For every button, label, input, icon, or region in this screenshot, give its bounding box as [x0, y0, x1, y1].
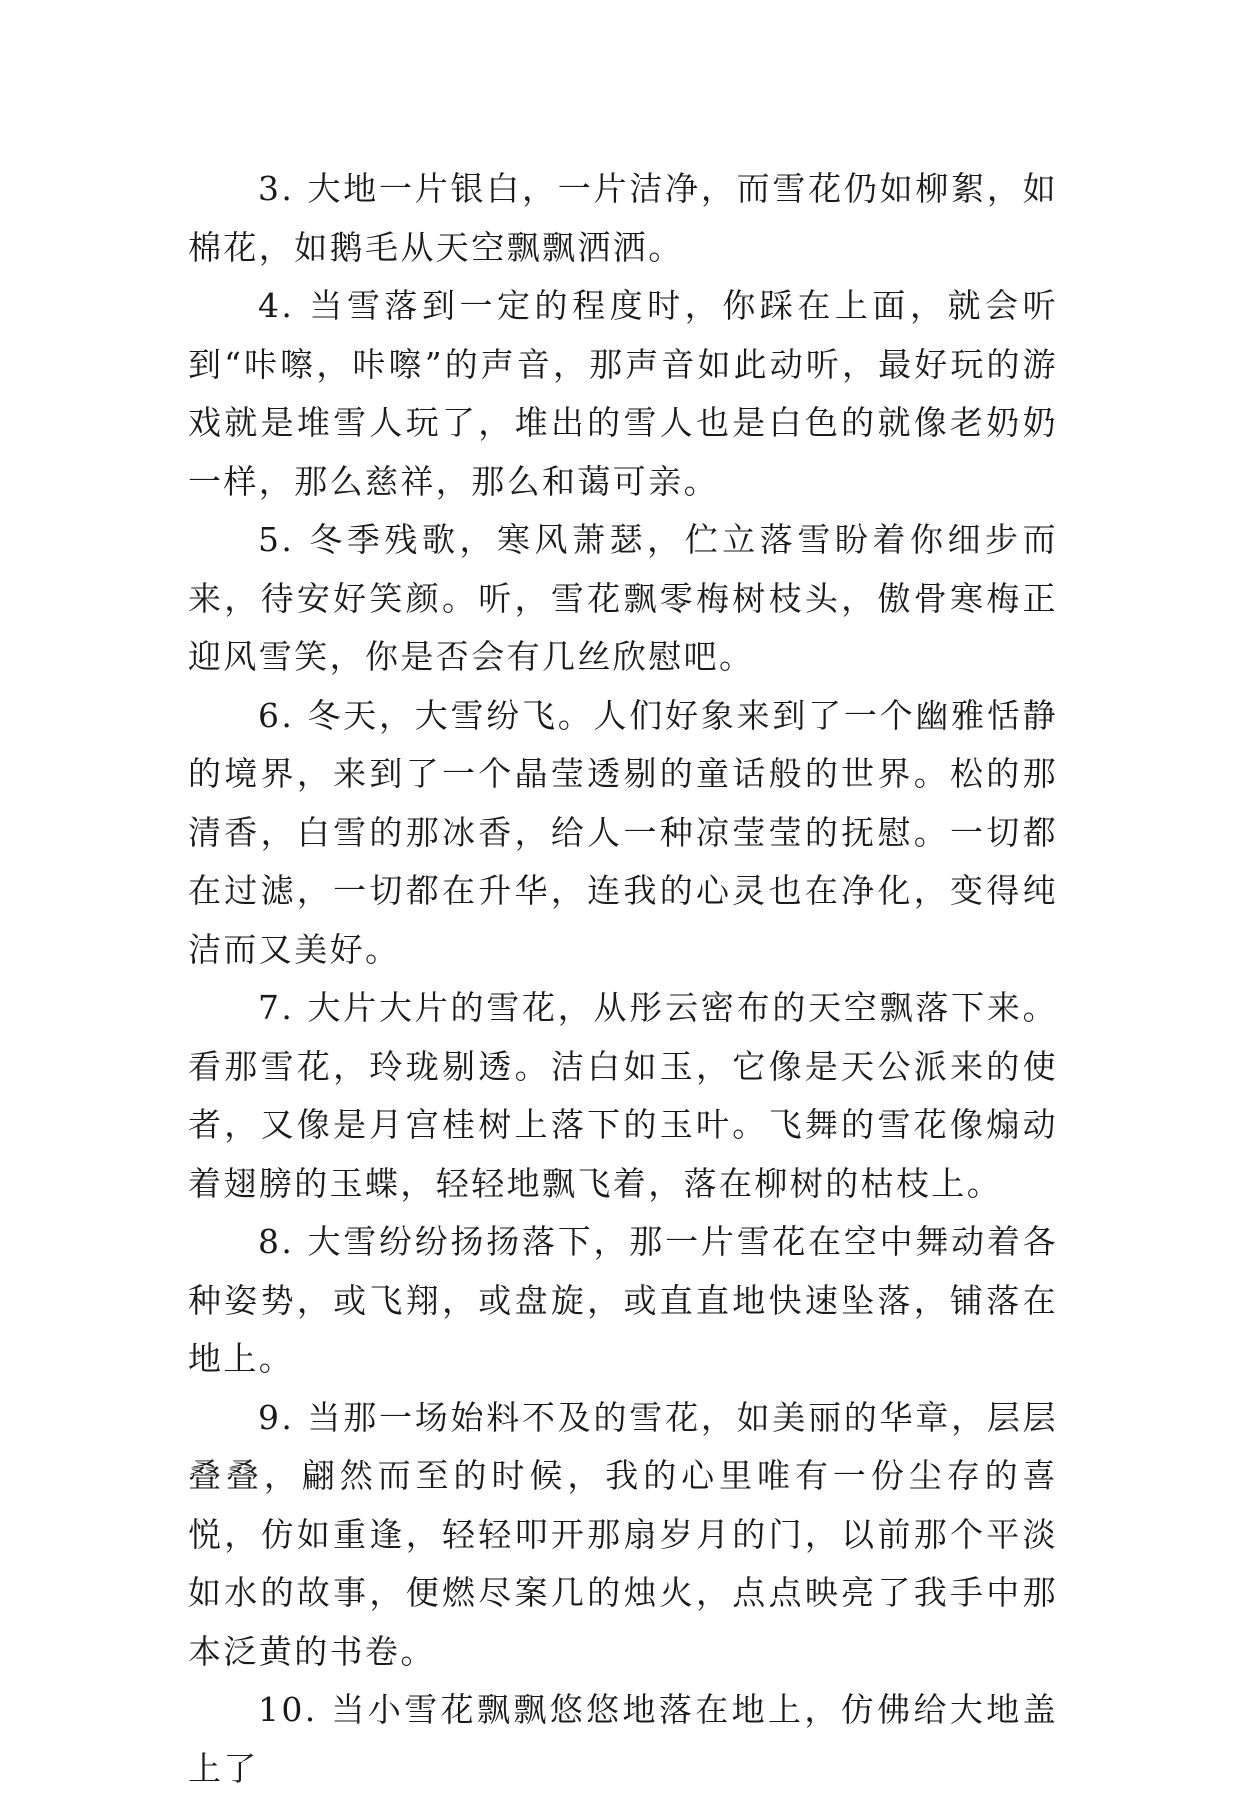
paragraph-3: 3. 大地一片银白，一片洁净，而雪花仍如柳絮，如棉花，如鹅毛从天空飘飘洒洒。 — [188, 169, 1058, 267]
paragraph-4: 4. 当雪落到一定的程度时，你踩在上面，就会听到“咔嚓，咔嚓”的声音，那声音如此动听，最好玩的游戏就是堆雪人玩了，堆出的雪人也是白色的就像老奶奶一样，那么慈祥，那么和蔼可亲。 — [188, 286, 1058, 501]
paragraph-10: 10. 当小雪花飘飘悠悠地落在地上，仿佛给大地盖上了 — [188, 1690, 1058, 1788]
paragraph-9: 9. 当那一场始料不及的雪花，如美丽的华章，层层叠叠，翩然而至的时候，我的心里唯有一份尘存的喜悦，仿如重逢，轻轻叩开那扇岁月的门，以前那个平淡如水的故事，便燃尽案几的烛火，点点映亮了我手中那本泛黄的书卷。 — [188, 1397, 1058, 1671]
paragraph-7: 7. 大片大片的雪花，从彤云密布的天空飘落下来。看那雪花，玲珑剔透。洁白如玉，它像是天公派来的使者，又像是月宫桂树上落下的玉叶。飞舞的雪花像煽动着翅膀的玉蝶，轻轻地飘飞着，落在柳树的枯枝上。 — [188, 988, 1058, 1203]
paragraph-6: 6. 冬天，大雪纷飞。人们好象来到了一个幽雅恬静的境界，来到了一个晶莹透剔的童话般的世界。松的那清香，白雪的那冰香，给人一种凉莹莹的抚慰。一切都在过滤，一切都在升华，连我的心灵也在净化，变得纯洁而又美好。 — [188, 695, 1058, 969]
paragraph-5: 5. 冬季残歌，寒风萧瑟，伫立落雪盼着你细步而来，待安好笑颜。听，雪花飘零梅树枝头，傲骨寒梅正迎风雪笑，你是否会有几丝欣慰吧。 — [188, 520, 1058, 676]
document-body — [188, 160, 1058, 1798]
paragraph-8: 8. 大雪纷纷扬扬落下，那一片雪花在空中舞动着各种姿势，或飞翔，或盘旋，或直直地快速坠落，铺落在地上。 — [188, 1222, 1058, 1378]
